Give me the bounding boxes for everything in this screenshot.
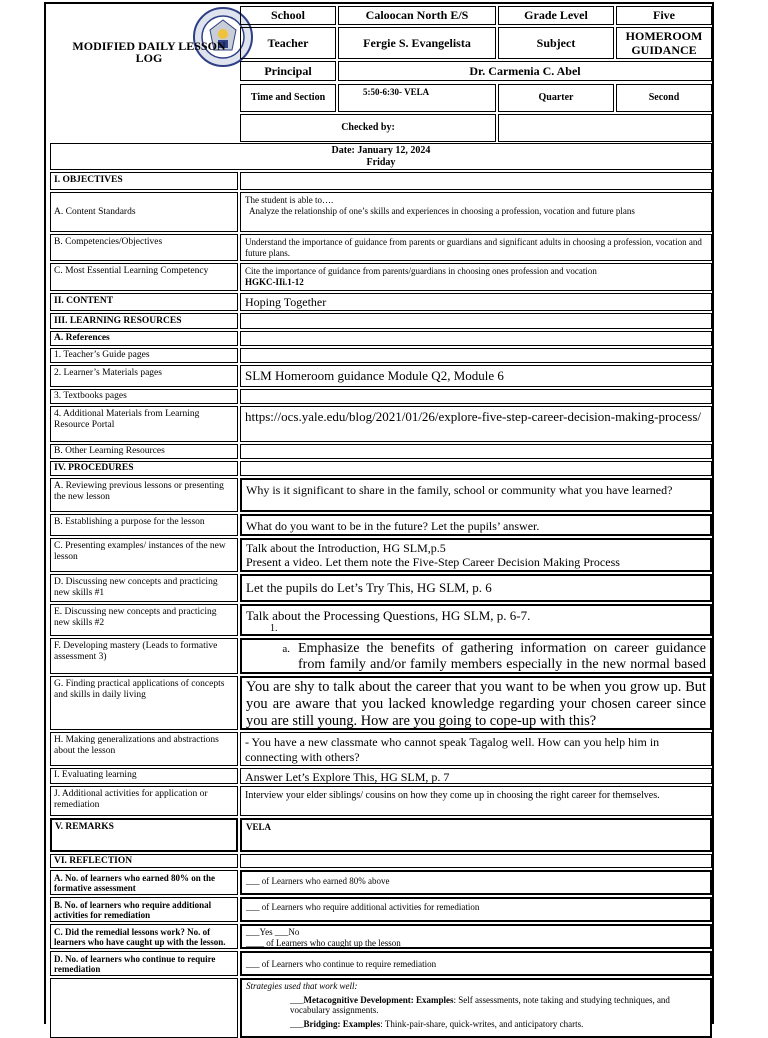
procedure-j-label: J. Additional activities for application or remediation [50,786,238,816]
checked-by-label: Checked by: [240,114,496,142]
textbooks-label: 3. Textbooks pages [50,389,238,404]
strategy-2-examples-label: : Examples [337,1018,381,1029]
procedure-f-marker: a. [282,643,290,655]
procedure-d-label: D. Discussing new concepts and practicing new skills #1 [50,574,238,602]
strategy-metacognitive [246,995,706,1016]
reflection-c-yes-no: ___Yes ___No [246,927,300,937]
melc-label: C. Most Essential Learning Competency [50,263,238,291]
teacher-label: Teacher [240,27,336,59]
teachers-guide-label: 1. Teacher’s Guide pages [50,348,238,363]
procedure-c-value [240,538,712,572]
strategy-1-name: Metacognitive Development [303,994,411,1005]
content-standards-line2: Analyze the relationship of one’s skills and experiences in choosing a profession, vocation and future plans [249,205,635,216]
competencies-value: Understand the importance of guidance from parents or guardians and significant adults in choosing a profession, vocation and future plans. [240,234,712,261]
teachers-guide-value [240,348,712,363]
reflection-heading: VI. REFLECTION [50,854,238,868]
melc-text: Cite the importance of guidance from parents/guardians in choosing ones profession and vocation [245,266,597,276]
procedure-f-text: Emphasize the benefits of gathering information on career guidance from family and/or family members especially in the new normal based [298,641,706,672]
procedure-g-label: G. Finding practical applications of concepts and skills in daily living [50,676,238,730]
reflection-d-value: ___ of Learners who continue to require remediation [240,951,712,976]
grade-level-value: Five [616,6,712,25]
textbooks-value [240,389,712,404]
content-value: Hoping Together [240,293,712,311]
strategy-2-blank: ___ [290,1018,304,1029]
procedures-heading: IV. PROCEDURES [50,461,238,476]
reflection-c-value [240,924,712,949]
procedure-c-line1: Talk about the Introduction, HG SLM,p.5 [246,541,446,555]
learning-resources-heading: III. LEARNING RESOURCES [50,313,238,329]
content-standards-value [240,192,712,232]
strategy-1-text: : Self assessments, note taking and studying techniques, and vocabulary assignments. [290,994,670,1015]
day-line: Friday [366,157,396,168]
checked-by-value [498,114,712,142]
lesson-log-page [44,2,714,1029]
content-heading: II. CONTENT [50,293,238,311]
additional-materials-label: 4. Additional Materials from Learning Resource Portal [50,406,238,442]
date-block [50,143,712,170]
references-label: A. References [50,331,238,346]
procedure-f-label: F. Developing mastery (Leads to formative assessment 3) [50,638,238,674]
objectives-heading: I. OBJECTIVES [50,172,238,190]
procedure-b-label: B. Establishing a purpose for the lesson [50,514,238,536]
learners-materials-label: 2. Learner’s Materials pages [50,365,238,387]
procedure-e-item: 1. [270,623,278,634]
document-title: MODIFIED DAILY LESSON LOG [72,39,226,65]
strategy-1-blank: ___ [290,994,304,1005]
learning-resources-blank [240,313,712,329]
strategies-block [240,978,712,1038]
quarter-value: Second [616,84,712,112]
strategy-2-text: : Think-pair-share, quick-writes, and anticipatory charts. [380,1018,584,1029]
melc-value [240,263,712,291]
principal-label: Principal [240,61,336,81]
procedure-f-list [246,641,706,674]
procedure-f-value [240,638,712,674]
reflection-a-value: ___ of Learners who earned 80% above [240,870,712,895]
subject-value: HOMEROOM GUIDANCE [616,27,712,59]
procedure-a-label: A. Reviewing previous lessons or presenting the new lesson [50,478,238,512]
principal-value: Dr. Carmenia C. Abel [338,61,712,81]
content-standards-label: A. Content Standards [50,192,238,232]
date-line: Date: January 12, 2024 [331,145,431,156]
procedure-e-label: E. Discussing new concepts and practicing new skills #2 [50,604,238,636]
reflection-b-value: ___ of Learners who require additional activities for remediation [240,897,712,922]
procedure-e-line: Talk about the Processing Questions, HG SLM, p. 6-7. [246,608,531,623]
procedure-c-line2: Present a video. Let them note the Five-Step Career Decision Making Process [246,555,620,569]
competencies-label: B. Competencies/Objectives [50,234,238,261]
procedure-e-value [240,604,712,636]
procedure-c-label: C. Presenting examples/ instances of the new lesson [50,538,238,572]
subject-label: Subject [498,27,614,59]
reflection-a-label: A. No. of learners who earned 80% on the formative assessment [50,870,238,895]
other-resources-label: B. Other Learning Resources [50,444,238,459]
content-standards-line1: The student is able to…. [245,195,334,205]
reflection-d-label: D. No. of learners who continue to require remediation [50,951,238,976]
objectives-heading-blank [240,172,712,190]
time-section-label: Time and Section [240,84,336,112]
procedure-h-label: H. Making generalizations and abstractions about the lesson [50,732,238,766]
procedure-b-value: What do you want to be in the future? Let the pupils’ answer. [240,514,712,536]
learners-materials-value: SLM Homeroom guidance Module Q2, Module 6 [240,365,712,387]
additional-materials-link[interactable]: https://ocs.yale.edu/blog/2021/01/26/explore-five-step-career-decision-making-process/ [240,406,712,442]
reflection-e-label [50,978,238,1038]
procedure-g-value: You are shy to talk about the career that you want to be when you grow up. But you are aware that you lacked knowledge regarding your chosen career since you are still young. How are you going to cope-up with this? [240,676,712,730]
other-resources-value [240,444,712,459]
reflection-b-label: B. No. of learners who require additional activities for remediation [50,897,238,922]
procedure-d-value: Let the pupils do Let’s Try This, HG SLM, p. 6 [240,574,712,602]
school-value: Caloocan North E/S [338,6,496,25]
procedure-j-value: Interview your elder siblings/ cousins on how they come up in choosing the right career for themselves. [240,786,712,816]
procedure-i-value: Answer Let’s Explore This, HG SLM, p. 7 [240,768,712,784]
quarter-label: Quarter [498,84,614,112]
remarks-heading: V. REMARKS [50,818,238,852]
strategy-1-examples-label: : Examples [410,994,454,1005]
reflection-heading-blank [240,854,712,868]
school-label: School [240,6,336,25]
procedure-a-value: Why is it significant to share in the family, school or community what you have learned? [240,478,712,512]
reflection-c-label: C. Did the remedial lessons work? No. of learners who have caught up with the lesson. [50,924,238,949]
time-section-value: 5:50-6:30- VELA [338,84,496,112]
procedures-heading-blank [240,461,712,476]
remarks-value: VELA [240,818,712,852]
teacher-value: Fergie S. Evangelista [338,27,496,59]
references-blank [240,331,712,346]
strategy-2-name: Bridging [303,1018,338,1029]
procedure-i-label: I. Evaluating learning [50,768,238,784]
procedure-h-value: - You have a new classmate who cannot speak Tagalog well. How can you help him in connecting with others? [240,732,712,766]
reflection-c-caught-up: ____ of Learners who caught up the lesson [246,937,401,948]
grade-level-label: Grade Level [498,6,614,25]
melc-code: HGKC-IIi.1-12 [245,276,304,287]
strategies-heading: Strategies used that work well: [246,981,358,991]
